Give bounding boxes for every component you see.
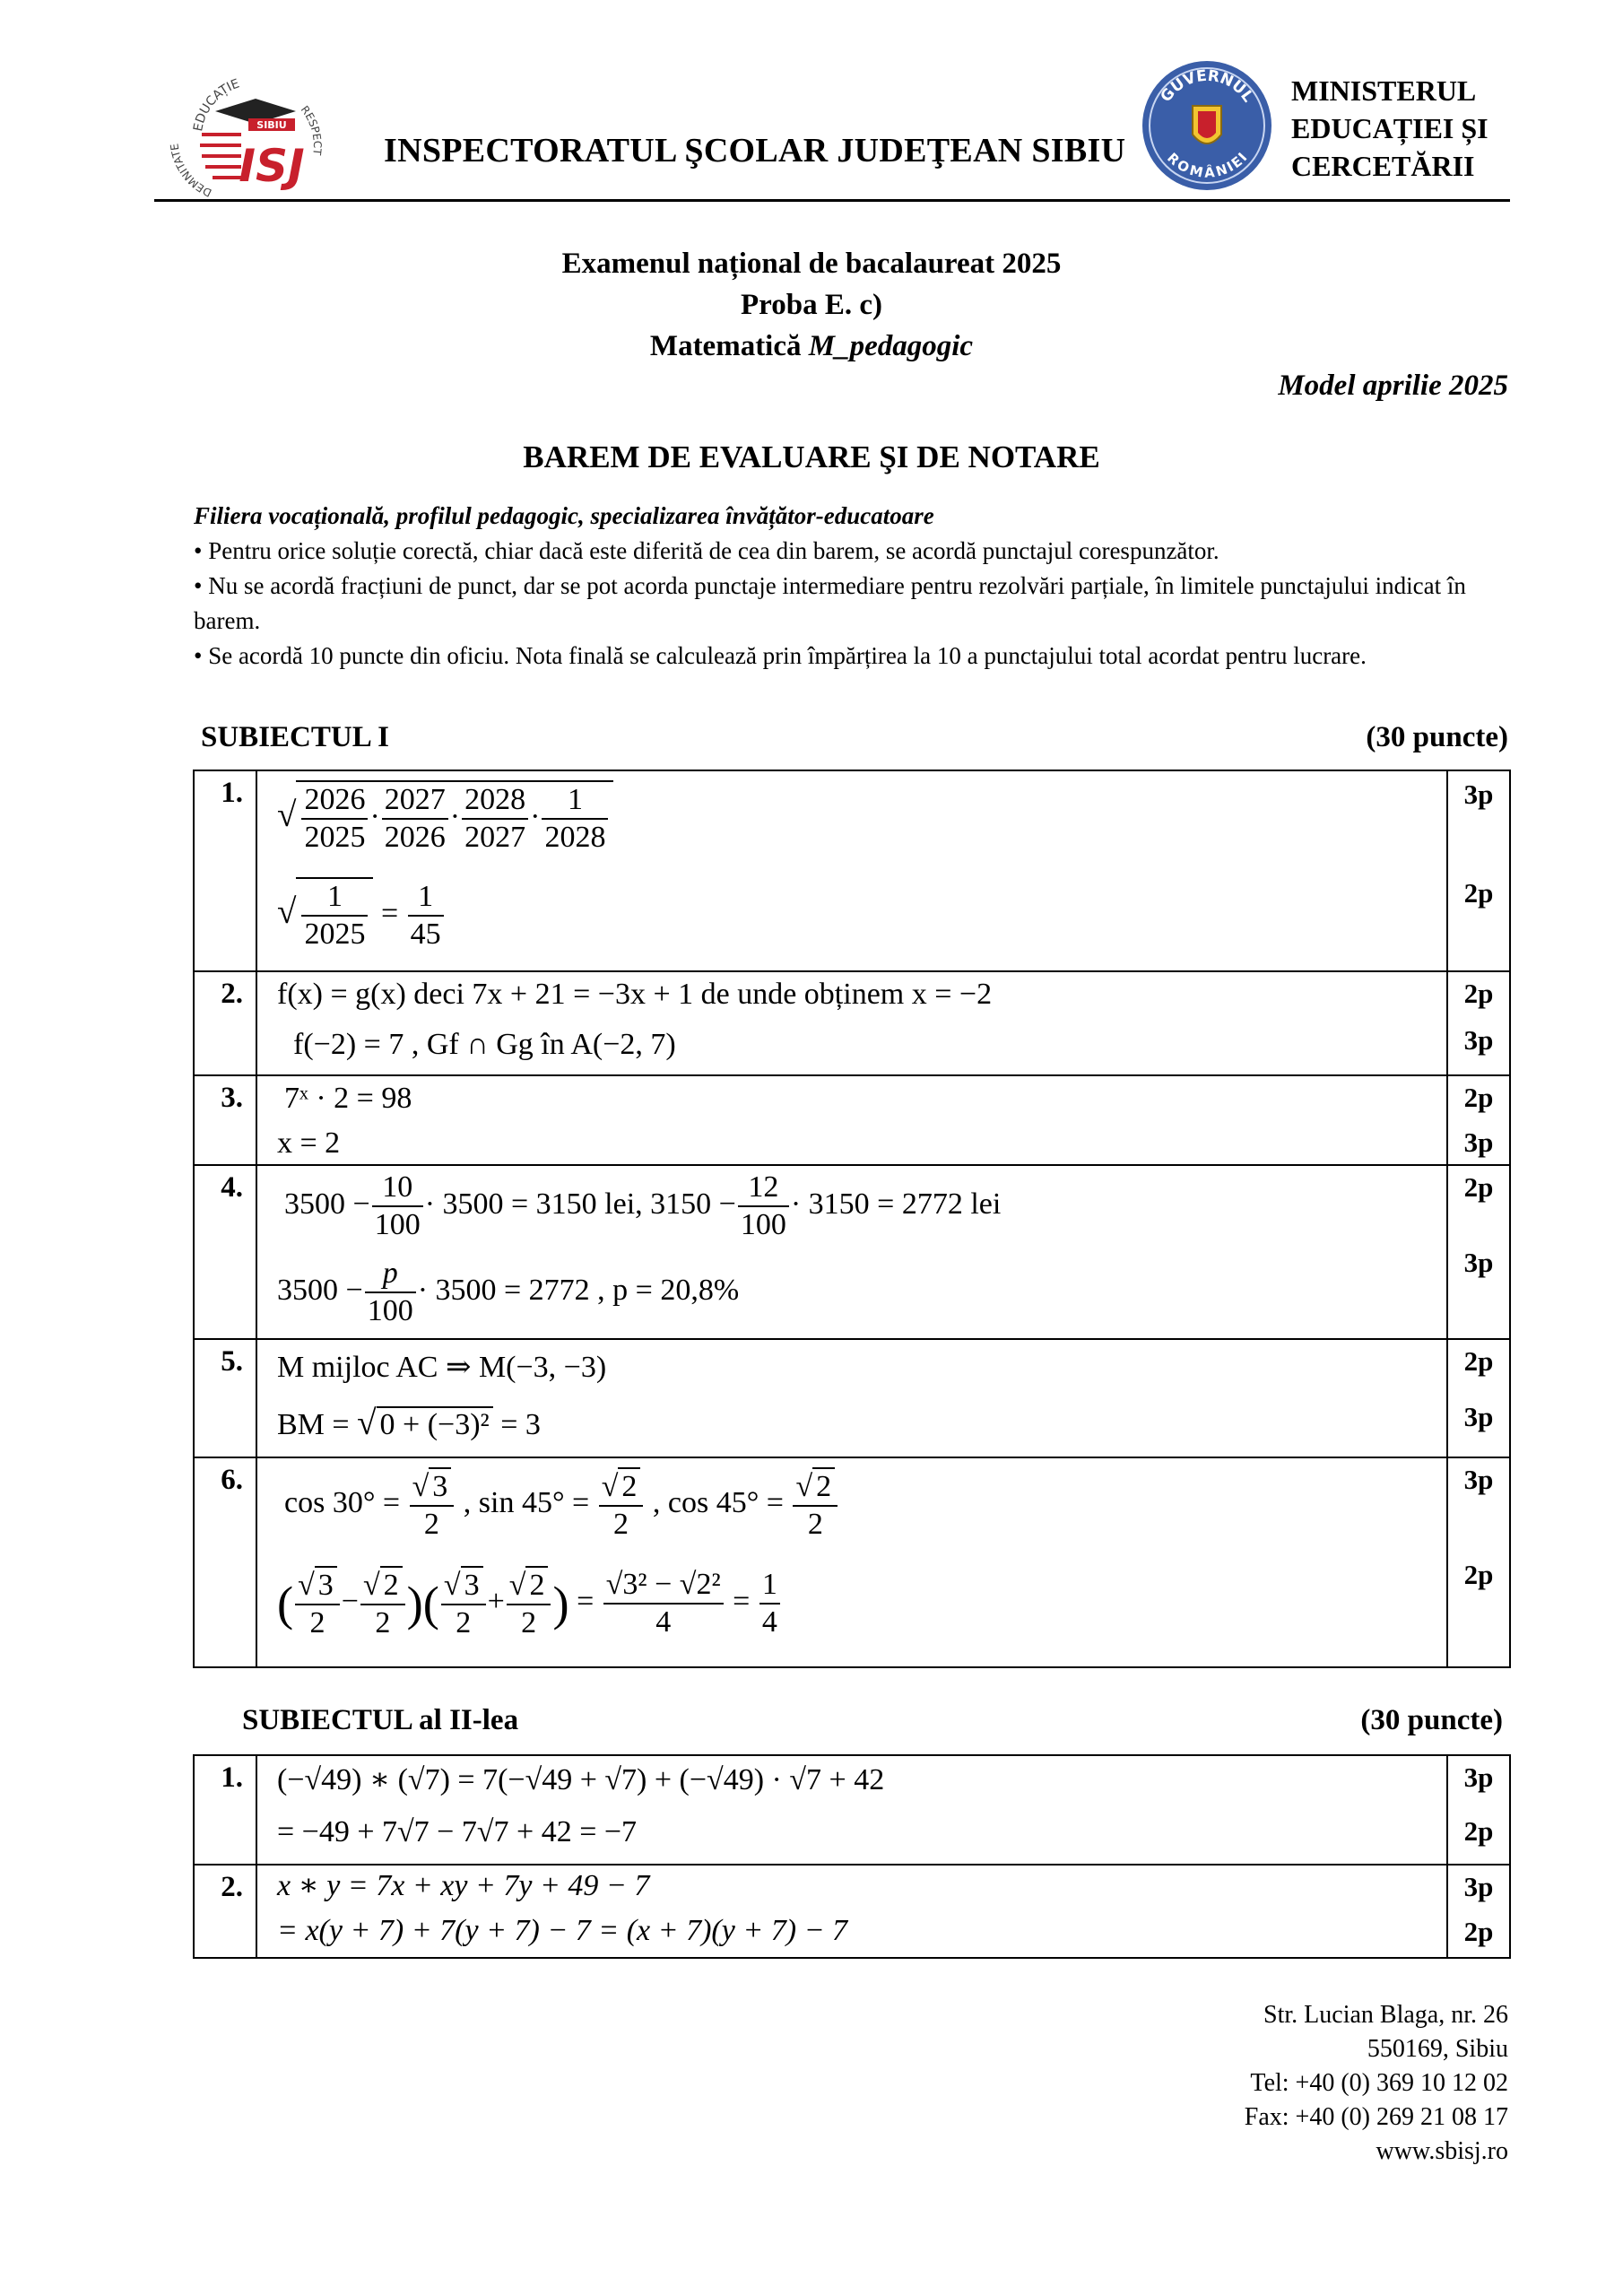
item-number: 4. [194,1165,256,1339]
subject-italic: M_pedagogic [808,330,974,362]
footer-tel: Tel: +40 (0) 369 10 12 02 [1250,2069,1508,2097]
logo-word-right: RESPECT [298,103,324,156]
item-number: 1. [194,770,256,971]
section-2-points: (30 puncte) [1360,1704,1503,1736]
table-row [194,1865,1510,1958]
instruction-bullet: • Nu se acordă fracțiuni de punct, dar se pot acorda punctaje intermediare pentru rezolvări parțiale, în limitele punctajului indicat în barem. [194,572,1466,634]
table-row [194,1755,1510,1865]
item-number: 1. [194,1755,256,1865]
item-number: 3. [194,1075,256,1165]
government-logo [1141,59,1273,192]
item-1-solution: √ $\frac{2026}{2025}$ · $\frac{2027}{2026}$ · $\frac{2028}{2027}$ · $\frac{1}{2028}$ √ $\frac{1}{2025}$ = $\frac{1}{45}$ [256,770,1447,971]
barem-title: BAREM DE EVALUARE ŞI DE NOTARE [523,439,1100,474]
section-2-table [193,1754,1511,1959]
footer-address [1245,1998,1508,2169]
header-rule [154,199,1510,202]
item-3-solution: 7ˣ · 2 = 98 x = 2 [256,1075,1447,1165]
item-points: 3p 2p [1447,1457,1510,1667]
logo-word-top: EDUCAȚIE [191,76,242,133]
section-1-table [193,770,1511,1668]
model-date: Model aprilie 2025 [1278,370,1508,402]
footer-fax: Fax: +40 (0) 269 21 08 17 [1244,2103,1508,2131]
ministry-line-2: EDUCAȚIEI ȘI [1291,112,1488,144]
item-1-solution: (−√49) ∗ (√7) = 7(−√49 + √7) + (−√49) · √7 + 42 = −49 + 7√7 − 7√7 + 42 = −7 [256,1755,1447,1865]
svg-text:DEMNITATE [168,143,213,199]
instructions [194,499,1512,674]
inspectorate-name: INSPECTORATUL ŞCOLAR JUDEŢEAN SIBIU [384,132,1126,170]
item-points: 3p 2p [1447,1865,1510,1958]
item-4-solution: 3500 − $\frac{10}{100}$ · 3500 = 3150 lei, 3150 − $\frac{12}{100}$ · 3150 = 2772 lei 3500 − $\frac{p}{100}$ · 3500 = 2772 , p = 20,8% [256,1165,1447,1339]
section-2-title: SUBIECTUL al II-lea [242,1704,519,1736]
item-number: 2. [194,1865,256,1958]
footer-website[interactable]: www.sbisj.ro [1376,2137,1508,2165]
item-points: 3p 2p [1447,770,1510,971]
exam-title: Examenul național de bacalaureat 2025 [561,248,1062,280]
table-row [194,1165,1510,1339]
item-points: 3p 2p [1447,1755,1510,1865]
subject-prefix: Matematică [649,330,809,362]
item-2-solution: f(x) = g(x) deci 7x + 21 = −3x + 1 de unde obținem x = −2 f(−2) = 7 , Gf ∩ Gg în A(−2, 7) [256,971,1447,1075]
table-row [194,1075,1510,1165]
instruction-bullet: • Pentru orice soluție corectă, chiar dacă este diferită de cea din barem, se acordă punctajul corespunzător. [194,537,1219,564]
gov-word-top: GUVERNUL [1157,66,1257,106]
logo-badge: SIBIU [256,119,287,131]
instruction-bullet: • Se acordă 10 puncte din oficiu. Nota finală se calculează prin împărțirea la 10 a punctajului total acordat pentru lucrare. [194,642,1367,669]
ministry-name [1291,72,1488,185]
item-points: 2p 3p [1447,1075,1510,1165]
footer-street: Str. Lucian Blaga, nr. 26 [1263,2001,1508,2029]
ministry-line-3: CERCETĂRII [1291,150,1475,182]
table-row [194,1457,1510,1667]
filiera-line: Filiera vocațională, profilul pedagogic, specializarea învățător-educatoare [194,502,934,529]
item-points: 2p 3p [1447,1339,1510,1457]
proba-title: Proba E. c) [741,289,882,321]
item-number: 5. [194,1339,256,1457]
item-number: 2. [194,971,256,1075]
gov-word-bottom: ROMÂNIEI [1164,149,1251,181]
footer-city: 550169, Sibiu [1367,2035,1508,2063]
ministry-line-1: MINISTERUL [1291,74,1477,107]
item-2-solution: x ∗ y = 7x + xy + 7y + 49 − 7 = x(y + 7) + 7(y + 7) − 7 = (x + 7)(y + 7) − 7 [256,1865,1447,1958]
item-points: 2p 3p [1447,1165,1510,1339]
item-number: 6. [194,1457,256,1667]
item-5-solution: M mijloc AC ⇒ M(−3, −3) BM = √ 0 + (−3)² = 3 [256,1339,1447,1457]
item-6-solution: cos 30° = $\frac{√ 3}{2}$ , sin 45° = $\frac{√ 2}{2}$ , cos 45° = $\frac{√ 2}{2}$ ( $\frac{√ 3}{2}$ − $\frac{√ 2}{2}$ )( $\frac{√ 3}{2}$ + $\frac{√ 2}{2}$ ) = $\frac{\text{√3² − √2²}}{4}$ = $\frac{1}{4}$ [256,1457,1447,1667]
section-1-title: SUBIECTUL I [201,721,390,753]
table-row [194,1339,1510,1457]
svg-text:EDUCAȚIE [191,76,241,132]
logo-word-left: DEMNITATE [168,143,214,200]
logo-mark: ISJ [239,140,305,192]
subject-title [0,330,1623,363]
table-row [194,971,1510,1075]
section-1-points: (30 puncte) [1366,721,1508,753]
item-points: 2p 3p [1447,971,1510,1075]
isj-logo [166,56,336,208]
table-row [194,770,1510,971]
